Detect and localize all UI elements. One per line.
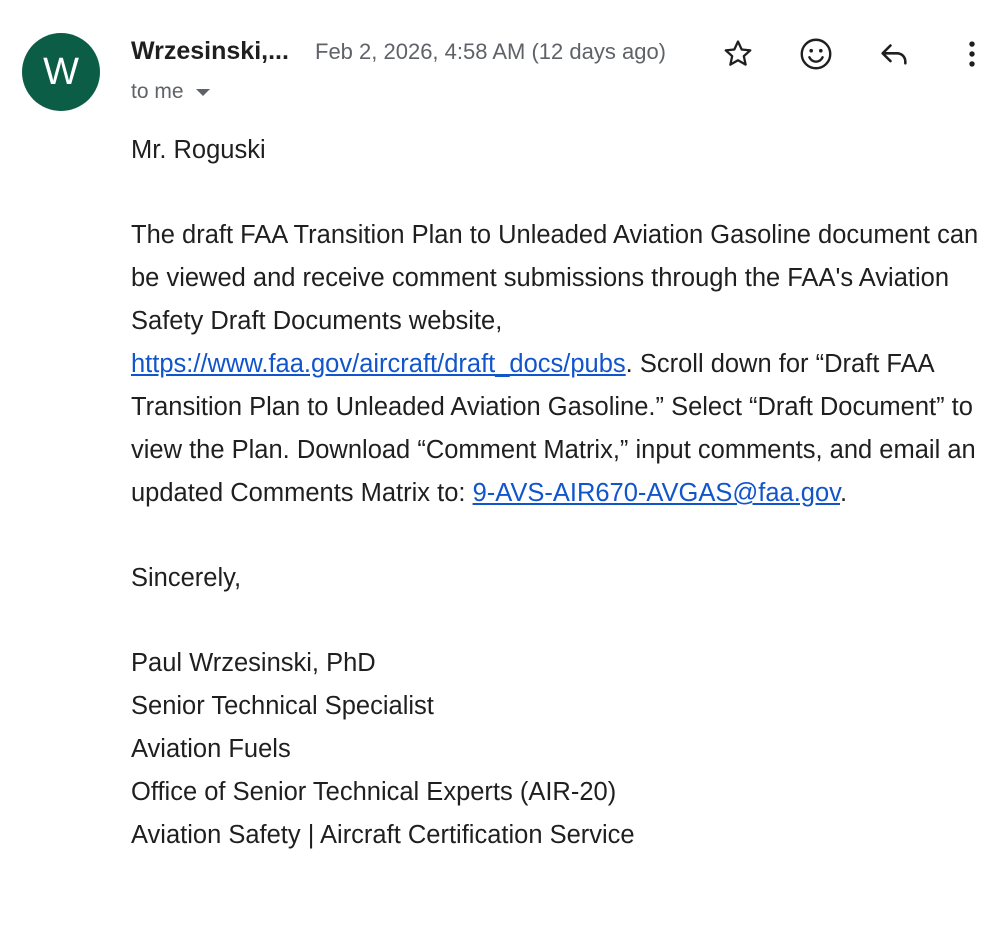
add-reaction-button[interactable] xyxy=(796,34,836,74)
chevron-down-icon xyxy=(196,89,210,96)
avatar-letter: W xyxy=(43,50,79,93)
paragraph-text: . xyxy=(840,479,848,507)
closing: Sincerely, xyxy=(131,564,242,592)
message-date: Feb 2, 2026, 4:58 AM (12 days ago) xyxy=(315,39,667,64)
signature-block xyxy=(131,642,986,857)
signature-division: Aviation Fuels xyxy=(131,735,291,763)
signature-service: Aviation Safety | Aircraft Certification Service xyxy=(131,821,635,849)
greeting: Mr. Roguski xyxy=(131,136,266,164)
reply-button[interactable] xyxy=(874,34,914,74)
paragraph-text: . Scroll down for “Draft FAA Transition Plan to Unleaded Aviation Gasoline.” Select “Draft Document” to view the Plan. Download “Comment Matrix,” input comments, and email an updated Comments Matrix to: xyxy=(131,350,976,507)
signature-name: Paul Wrzesinski, PhD xyxy=(131,649,376,677)
draft-docs-link[interactable]: https://www.faa.gov/aircraft/draft_docs/pubs xyxy=(131,350,626,378)
recipient-label: to me xyxy=(131,80,184,103)
more-options-button[interactable] xyxy=(952,34,992,74)
message-paragraph xyxy=(131,214,986,515)
sender-name[interactable]: Wrzesinski,... xyxy=(131,37,289,65)
message-body xyxy=(131,129,986,857)
emoji-reaction-icon xyxy=(798,36,834,72)
email-address-link[interactable]: 9-AVS-AIR670-AVGAS@faa.gov xyxy=(472,479,841,507)
star-icon xyxy=(721,37,755,71)
signature-office: Office of Senior Technical Experts (AIR-20) xyxy=(131,778,617,806)
more-vert-icon xyxy=(955,37,989,71)
star-button[interactable] xyxy=(718,34,758,74)
signature-title: Senior Technical Specialist xyxy=(131,692,434,720)
avatar[interactable] xyxy=(22,33,100,111)
paragraph-text: The draft FAA Transition Plan to Unleaded Aviation Gasoline document can be viewed and receive comment submissions through the FAA's Aviation Safety Draft Documents website, xyxy=(131,221,979,335)
reply-icon xyxy=(877,37,911,71)
recipient-details-toggle[interactable] xyxy=(131,80,210,104)
